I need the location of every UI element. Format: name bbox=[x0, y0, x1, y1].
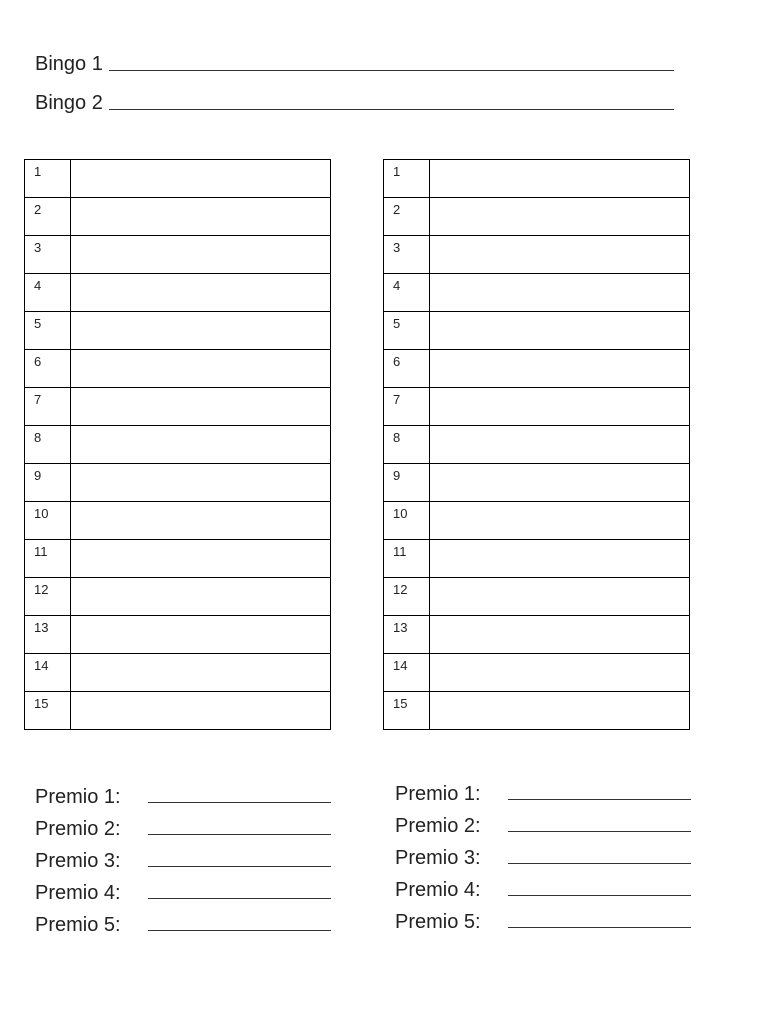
right-grid-row bbox=[384, 388, 690, 426]
right-grid-row-number: 14 bbox=[384, 654, 430, 692]
left-prize-row bbox=[35, 873, 331, 905]
left-prize-blank[interactable] bbox=[148, 866, 331, 867]
left-grid-row bbox=[25, 692, 331, 730]
right-grid-row-entry[interactable] bbox=[430, 274, 690, 312]
left-grid-row-number: 15 bbox=[25, 692, 71, 730]
left-prize-row bbox=[35, 905, 331, 937]
bingo-2-label: Bingo 2 bbox=[35, 92, 103, 114]
left-grid-row-entry[interactable] bbox=[71, 654, 331, 692]
left-grid-row bbox=[25, 236, 331, 274]
right-grid-row-entry[interactable] bbox=[430, 198, 690, 236]
left-grid-row-number: 9 bbox=[25, 464, 71, 502]
right-grid-row-number: 2 bbox=[384, 198, 430, 236]
right-grid-row bbox=[384, 236, 690, 274]
left-prize-row bbox=[35, 777, 331, 809]
right-prize-blank[interactable] bbox=[508, 831, 691, 832]
right-grid-row-entry[interactable] bbox=[430, 654, 690, 692]
right-grid-row-entry[interactable] bbox=[430, 426, 690, 464]
right-grid-row bbox=[384, 692, 690, 730]
left-grid-row bbox=[25, 388, 331, 426]
right-grid-row-number: 6 bbox=[384, 350, 430, 388]
left-grid-row-entry[interactable] bbox=[71, 198, 331, 236]
right-prize-row bbox=[395, 902, 691, 934]
right-grid-row bbox=[384, 540, 690, 578]
left-grid-row-number: 14 bbox=[25, 654, 71, 692]
left-grid-row-entry[interactable] bbox=[71, 312, 331, 350]
right-prize-blank[interactable] bbox=[508, 799, 691, 800]
right-grid-row-entry[interactable] bbox=[430, 388, 690, 426]
left-grid-row-number: 13 bbox=[25, 616, 71, 654]
left-grid-row bbox=[25, 160, 331, 198]
left-grid-row bbox=[25, 312, 331, 350]
right-grid-row-number: 8 bbox=[384, 426, 430, 464]
left-grid-row-number: 6 bbox=[25, 350, 71, 388]
right-grid-row bbox=[384, 350, 690, 388]
right-grid-row bbox=[384, 654, 690, 692]
right-grid-row-number: 3 bbox=[384, 236, 430, 274]
bingo-1-blank[interactable] bbox=[109, 70, 674, 71]
right-grid-row bbox=[384, 464, 690, 502]
left-grid-row-number: 12 bbox=[25, 578, 71, 616]
right-grid-row-number: 9 bbox=[384, 464, 430, 502]
right-prize-blank[interactable] bbox=[508, 863, 691, 864]
left-grid-row-entry[interactable] bbox=[71, 540, 331, 578]
left-grid-row-number: 3 bbox=[25, 236, 71, 274]
left-grid-row-number: 10 bbox=[25, 502, 71, 540]
left-prize-row bbox=[35, 809, 331, 841]
left-prize-label: Premio 5: bbox=[35, 914, 121, 936]
left-grid-row-entry[interactable] bbox=[71, 692, 331, 730]
left-prize-blank[interactable] bbox=[148, 802, 331, 803]
left-grid-row bbox=[25, 464, 331, 502]
left-grid-row-entry[interactable] bbox=[71, 464, 331, 502]
left-grid-row-entry[interactable] bbox=[71, 350, 331, 388]
right-grid-row-entry[interactable] bbox=[430, 236, 690, 274]
right-number-grid bbox=[383, 159, 690, 730]
right-prize-blank[interactable] bbox=[508, 927, 691, 928]
right-prize-row bbox=[395, 870, 691, 902]
right-prize-label: Premio 4: bbox=[395, 879, 481, 901]
right-grid-row-number: 12 bbox=[384, 578, 430, 616]
right-grid-row-number: 13 bbox=[384, 616, 430, 654]
right-grid-row-entry[interactable] bbox=[430, 616, 690, 654]
left-grid-row-entry[interactable] bbox=[71, 502, 331, 540]
right-prize-row bbox=[395, 806, 691, 838]
right-grid-row bbox=[384, 502, 690, 540]
left-prize-blank[interactable] bbox=[148, 834, 331, 835]
left-prize-row bbox=[35, 841, 331, 873]
left-grid-row-number: 1 bbox=[25, 160, 71, 198]
right-grid-row-number: 1 bbox=[384, 160, 430, 198]
right-prize-label: Premio 1: bbox=[395, 783, 481, 805]
right-grid-row-entry[interactable] bbox=[430, 502, 690, 540]
left-grid-row-number: 7 bbox=[25, 388, 71, 426]
left-grid-row-number: 11 bbox=[25, 540, 71, 578]
left-grid-row bbox=[25, 616, 331, 654]
left-grid-row-number: 2 bbox=[25, 198, 71, 236]
left-grid-row-number: 4 bbox=[25, 274, 71, 312]
right-prize-row bbox=[395, 774, 691, 806]
left-grid-row bbox=[25, 654, 331, 692]
right-prize-label: Premio 5: bbox=[395, 911, 481, 933]
right-grid-row-entry[interactable] bbox=[430, 692, 690, 730]
left-prize-label: Premio 2: bbox=[35, 818, 121, 840]
right-grid-row-number: 15 bbox=[384, 692, 430, 730]
left-grid-row-entry[interactable] bbox=[71, 426, 331, 464]
left-grid-row-entry[interactable] bbox=[71, 160, 331, 198]
right-grid-row bbox=[384, 274, 690, 312]
left-number-grid bbox=[24, 159, 331, 730]
left-grid-row-number: 8 bbox=[25, 426, 71, 464]
right-grid-row-entry[interactable] bbox=[430, 350, 690, 388]
bingo-2-line bbox=[35, 92, 674, 115]
left-prize-blank[interactable] bbox=[148, 930, 331, 931]
left-prize-label: Premio 4: bbox=[35, 882, 121, 904]
left-grid-row bbox=[25, 578, 331, 616]
right-grid-row-number: 11 bbox=[384, 540, 430, 578]
bingo-1-label: Bingo 1 bbox=[35, 53, 103, 75]
right-grid-row-entry[interactable] bbox=[430, 540, 690, 578]
left-prize-label: Premio 3: bbox=[35, 850, 121, 872]
left-grid-row-entry[interactable] bbox=[71, 236, 331, 274]
right-prize-row bbox=[395, 838, 691, 870]
right-prize-label: Premio 3: bbox=[395, 847, 481, 869]
right-prize-list bbox=[395, 774, 691, 934]
right-grid-row-entry[interactable] bbox=[430, 578, 690, 616]
left-grid-row-number: 5 bbox=[25, 312, 71, 350]
right-grid-row-number: 10 bbox=[384, 502, 430, 540]
left-grid-row-entry[interactable] bbox=[71, 616, 331, 654]
right-grid-row-number: 7 bbox=[384, 388, 430, 426]
left-grid-row bbox=[25, 540, 331, 578]
right-grid-row bbox=[384, 160, 690, 198]
right-grid-row-entry[interactable] bbox=[430, 160, 690, 198]
left-grid-row-entry[interactable] bbox=[71, 578, 331, 616]
left-grid-row bbox=[25, 426, 331, 464]
right-grid-row-number: 4 bbox=[384, 274, 430, 312]
right-prize-label: Premio 2: bbox=[395, 815, 481, 837]
left-grid-row-entry[interactable] bbox=[71, 274, 331, 312]
right-grid-row bbox=[384, 616, 690, 654]
left-prize-blank[interactable] bbox=[148, 898, 331, 899]
left-prize-label: Premio 1: bbox=[35, 786, 121, 808]
right-grid-row-entry[interactable] bbox=[430, 464, 690, 502]
right-grid-row bbox=[384, 426, 690, 464]
left-grid-row bbox=[25, 350, 331, 388]
right-grid-row-number: 5 bbox=[384, 312, 430, 350]
right-prize-blank[interactable] bbox=[508, 895, 691, 896]
left-grid-row bbox=[25, 198, 331, 236]
left-grid-row bbox=[25, 502, 331, 540]
bingo-1-line bbox=[35, 53, 674, 76]
right-grid-row bbox=[384, 312, 690, 350]
bingo-2-blank[interactable] bbox=[109, 109, 674, 110]
left-grid-row-entry[interactable] bbox=[71, 388, 331, 426]
right-grid-row-entry[interactable] bbox=[430, 312, 690, 350]
right-grid-row bbox=[384, 198, 690, 236]
left-prize-list bbox=[35, 777, 331, 937]
right-grid-row bbox=[384, 578, 690, 616]
left-grid-row bbox=[25, 274, 331, 312]
